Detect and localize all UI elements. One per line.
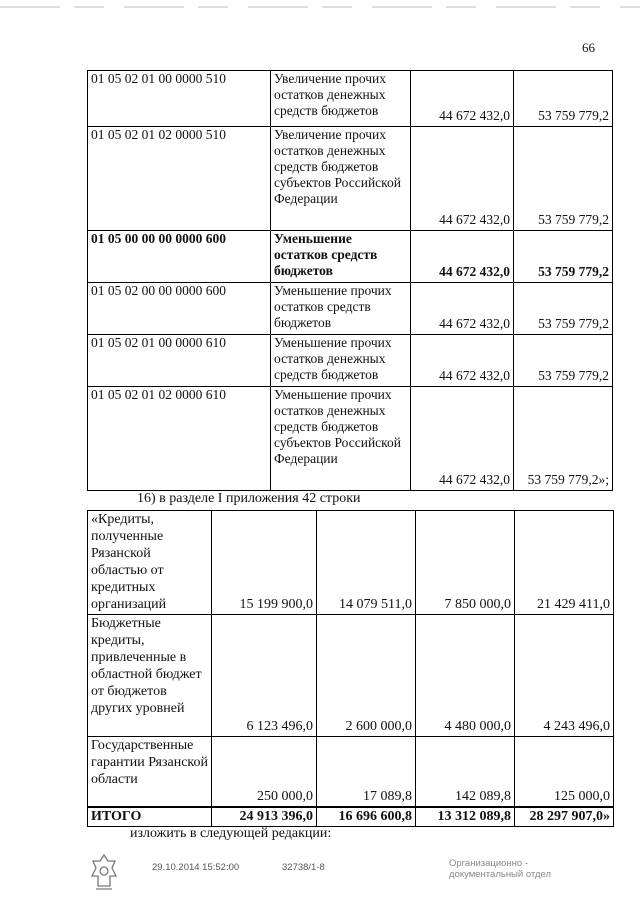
row-name: Бюджетные кредиты, привлеченные в областной бюджет от бюджетов других уровней <box>88 615 212 737</box>
row-value-1: 250 000,0 <box>212 737 317 807</box>
total-row <box>88 807 614 827</box>
row-value-1: 44 672 432,0 <box>411 283 514 335</box>
row-value-2: 53 759 779,2»; <box>514 387 613 491</box>
row-value-2: 53 759 779,2 <box>514 283 613 335</box>
row-name: Увеличение прочих остатков денежных средств бюджетов <box>271 71 411 127</box>
table-row <box>88 511 614 615</box>
table-row <box>88 71 613 127</box>
row-value-2: 17 089,8 <box>317 737 416 807</box>
row-name: Уменьшение остатков средств бюджетов <box>271 231 411 283</box>
table-row <box>88 737 614 807</box>
footer-department <box>449 858 551 880</box>
total-value-1: 24 913 396,0 <box>212 807 317 827</box>
row-value-2: 53 759 779,2 <box>514 231 613 283</box>
footer-date: 29.10.2014 15:52:00 <box>152 862 240 873</box>
table-row <box>88 615 614 737</box>
closing-text: изложить в следующей редакции: <box>130 826 332 841</box>
table-row <box>88 387 613 491</box>
row-value-4: 4 243 496,0 <box>515 615 614 737</box>
row-code: 01 05 00 00 00 0000 600 <box>88 231 271 283</box>
row-value-3: 7 850 000,0 <box>416 511 515 615</box>
row-value-4: 21 429 411,0 <box>515 511 614 615</box>
coat-of-arms-seal <box>88 852 120 892</box>
row-name: «Кредиты, полученные Рязанской областью от кредитных организаций <box>88 511 212 615</box>
row-value-1: 44 672 432,0 <box>411 335 514 387</box>
row-name: Уменьшение прочих остатков средств бюджетов <box>271 283 411 335</box>
row-code: 01 05 02 00 00 0000 600 <box>88 283 271 335</box>
row-code: 01 05 02 01 02 0000 610 <box>88 387 271 491</box>
table-row <box>88 231 613 283</box>
total-label: ИТОГО <box>88 807 212 827</box>
sources-table <box>87 70 613 491</box>
row-value-2: 53 759 779,2 <box>514 335 613 387</box>
row-name: Уменьшение прочих остатков денежных средств бюджетов <box>271 335 411 387</box>
table-row <box>88 127 613 231</box>
row-value-3: 142 089,8 <box>416 737 515 807</box>
table-row <box>88 335 613 387</box>
row-value-4: 125 000,0 <box>515 737 614 807</box>
footer-doc-number: 32738/1-8 <box>282 862 325 873</box>
row-code: 01 05 02 01 00 0000 610 <box>88 335 271 387</box>
row-value-3: 4 480 000,0 <box>416 615 515 737</box>
row-value-1: 44 672 432,0 <box>411 231 514 283</box>
row-name: Государственные гарантии Рязанской области <box>88 737 212 807</box>
borrowings-table <box>87 510 614 827</box>
row-value-2: 53 759 779,2 <box>514 127 613 231</box>
row-value-2: 2 600 000,0 <box>317 615 416 737</box>
row-name: Увеличение прочих остатков денежных средств бюджетов субъектов Российской Федерации <box>271 127 411 231</box>
total-value-2: 16 696 600,8 <box>317 807 416 827</box>
row-name: Уменьшение прочих остатков денежных средств бюджетов субъектов Российской Федерации <box>271 387 411 491</box>
footer-dept-line1: Организационно - <box>449 858 529 869</box>
row-code: 01 05 02 01 00 0000 510 <box>88 71 271 127</box>
row-value-1: 15 199 900,0 <box>212 511 317 615</box>
footer-dept-line2: документальный отдел <box>449 869 551 880</box>
amendment-note: 16) в разделе I приложения 42 строки <box>137 491 361 506</box>
row-value-2: 53 759 779,2 <box>514 71 613 127</box>
row-value-1: 44 672 432,0 <box>411 387 514 491</box>
row-value-1: 44 672 432,0 <box>411 127 514 231</box>
row-value-1: 44 672 432,0 <box>411 71 514 127</box>
table-row <box>88 283 613 335</box>
page-number: 66 <box>582 40 595 55</box>
row-value-1: 6 123 496,0 <box>212 615 317 737</box>
total-value-3: 13 312 089,8 <box>416 807 515 827</box>
row-code: 01 05 02 01 02 0000 510 <box>88 127 271 231</box>
total-value-4: 28 297 907,0» <box>515 807 614 827</box>
scan-edge-line <box>0 6 640 8</box>
row-value-2: 14 079 511,0 <box>317 511 416 615</box>
